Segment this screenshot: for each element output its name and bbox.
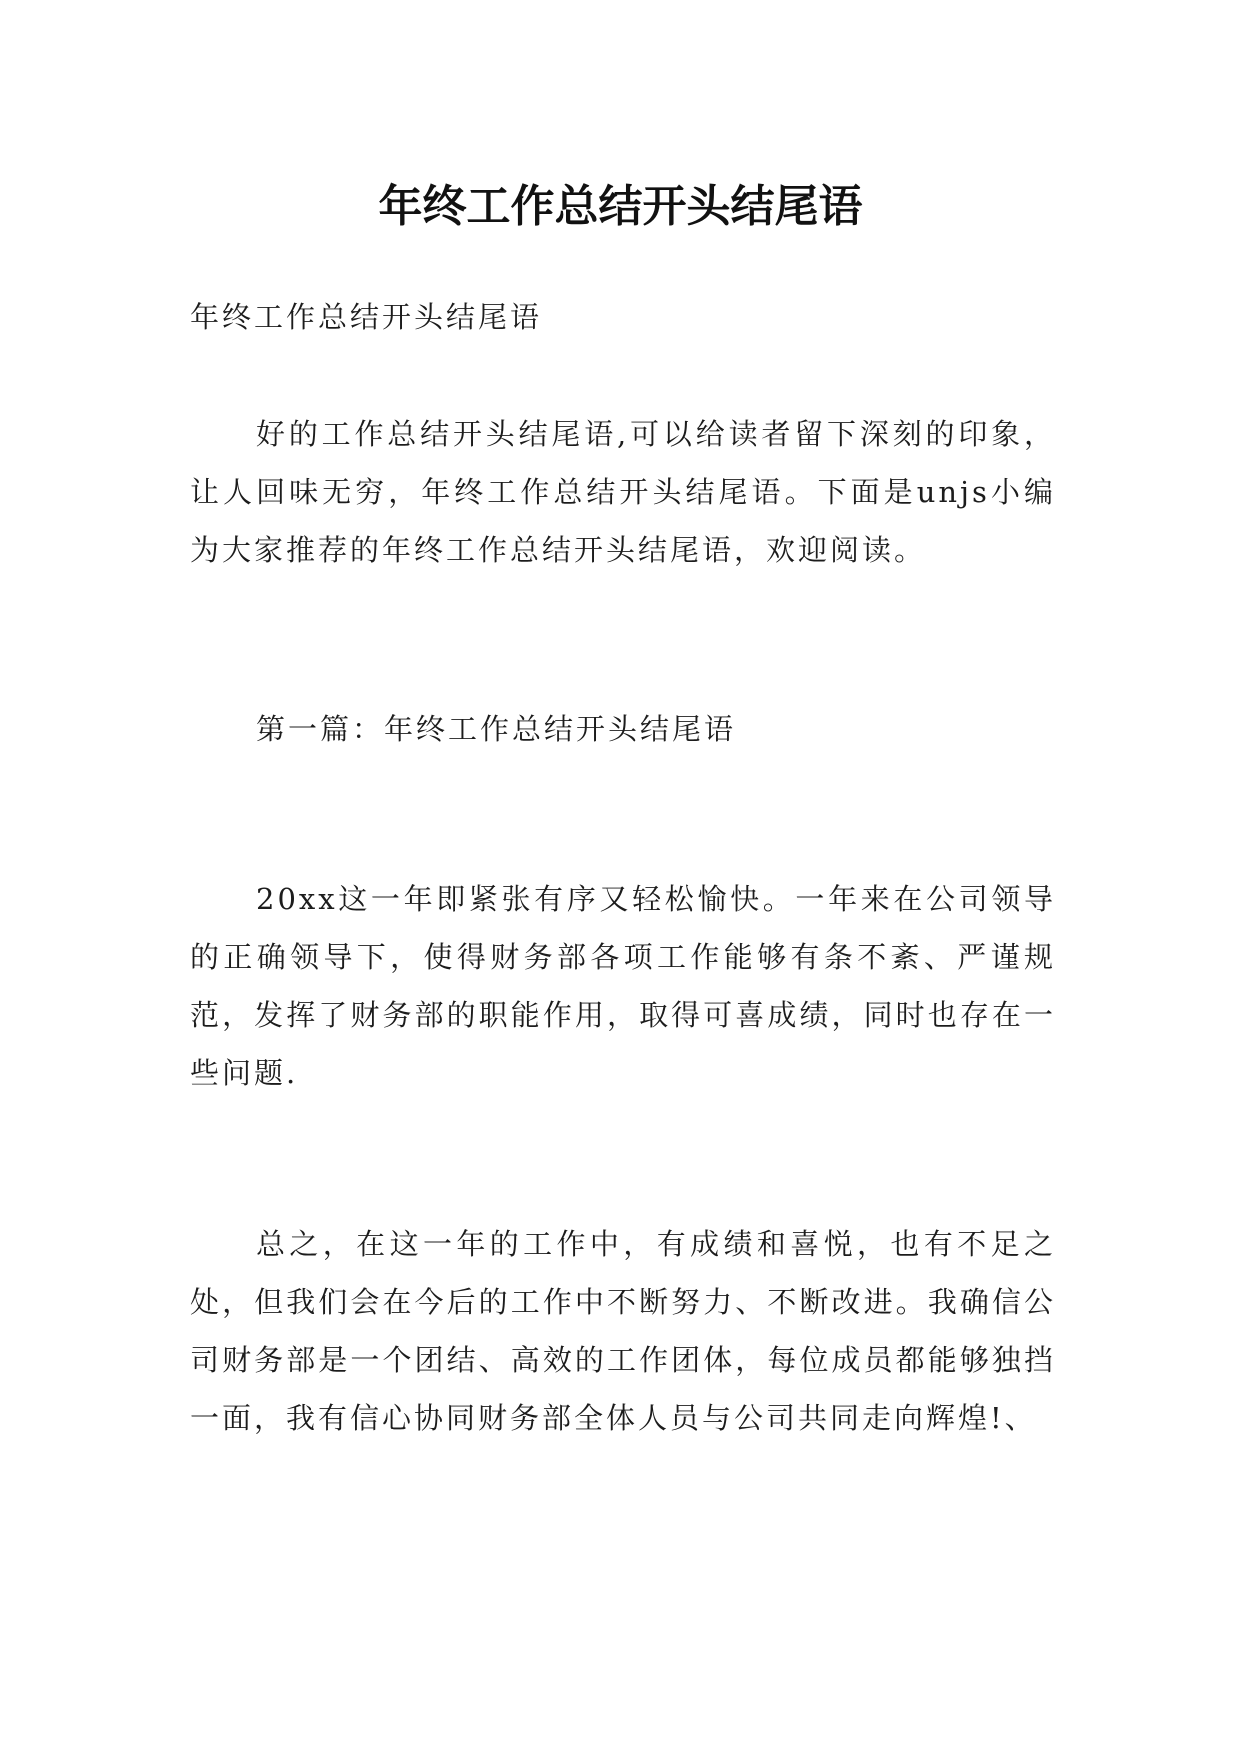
chapter-heading: 第一篇：年终工作总结开头结尾语	[256, 712, 737, 746]
document-title: 年终工作总结开头结尾语	[378, 181, 863, 233]
intro-paragraph: 好的工作总结开头结尾语,可以给读者留下深刻的印象，让人回味无穷，年终工作总结开头结尾语。下面是unjs小编为大家推荐的年终工作总结开头结尾语，欢迎阅读。	[190, 417, 1056, 567]
body-paragraph-1: 20xx这一年即紧张有序又轻松愉快。一年来在公司领导的正确领导下，使得财务部各项工作能够有条不紊、严谨规范，发挥了财务部的职能作用，取得可喜成绩，同时也存在一些问题.	[190, 882, 1056, 1090]
document-subtitle: 年终工作总结开头结尾语	[190, 300, 543, 334]
body-paragraph-2: 总之，在这一年的工作中，有成绩和喜悦，也有不足之处，但我们会在今后的工作中不断努力、不断改进。我确信公司财务部是一个团结、高效的工作团体，每位成员都能够独挡一面，我有信心协同财务部全体人员与公司共同走向辉煌!、	[190, 1227, 1056, 1435]
